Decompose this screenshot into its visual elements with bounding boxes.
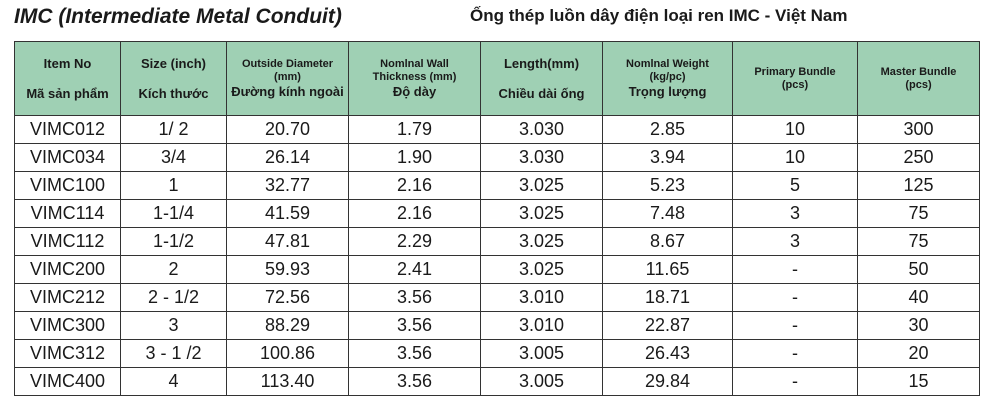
size-cell: 1-1/4 xyxy=(121,200,227,228)
size-cell: 1 xyxy=(121,172,227,200)
item-no-cell: VIMC200 xyxy=(15,256,121,284)
item-no-cell: VIMC300 xyxy=(15,312,121,340)
length-cell: 3.010 xyxy=(481,312,603,340)
col-master-bundle xyxy=(858,42,980,116)
table-row xyxy=(15,228,980,256)
weight-cell: 7.48 xyxy=(603,200,733,228)
length-cell: 3.025 xyxy=(481,228,603,256)
primary-bundle-cell: 10 xyxy=(733,116,858,144)
item-no-cell: VIMC400 xyxy=(15,368,121,396)
length-cell: 3.025 xyxy=(481,172,603,200)
table-row xyxy=(15,200,980,228)
primary-bundle-cell: 5 xyxy=(733,172,858,200)
weight-cell: 29.84 xyxy=(603,368,733,396)
weight-cell: 11.65 xyxy=(603,256,733,284)
item-no-cell: VIMC114 xyxy=(15,200,121,228)
col-label-en-line2: (pcs) xyxy=(905,78,932,91)
table-row xyxy=(15,312,980,340)
spec-table xyxy=(14,41,980,396)
wall-thickness-cell: 2.16 xyxy=(349,172,481,200)
primary-bundle-cell: 3 xyxy=(733,228,858,256)
table-row xyxy=(15,144,980,172)
outside-diameter-cell: 41.59 xyxy=(227,200,349,228)
length-cell: 3.005 xyxy=(481,340,603,368)
weight-cell: 26.43 xyxy=(603,340,733,368)
col-size xyxy=(121,42,227,116)
length-cell: 3.010 xyxy=(481,284,603,312)
size-cell: 3 xyxy=(121,312,227,340)
primary-bundle-cell: - xyxy=(733,340,858,368)
table-header xyxy=(15,42,980,116)
wall-thickness-cell: 2.29 xyxy=(349,228,481,256)
table-row xyxy=(15,116,980,144)
col-label-en-line2: Thickness (mm) xyxy=(372,70,457,83)
col-label-vi: Trọng lượng xyxy=(628,83,707,99)
col-label-en-line1: Master Bundle xyxy=(880,65,957,78)
size-cell: 1-1/2 xyxy=(121,228,227,256)
primary-bundle-cell: 3 xyxy=(733,200,858,228)
col-label-en-line2: (kg/pc) xyxy=(649,70,686,83)
outside-diameter-cell: 88.29 xyxy=(227,312,349,340)
item-no-cell: VIMC212 xyxy=(15,284,121,312)
wall-thickness-cell: 3.56 xyxy=(349,284,481,312)
master-bundle-cell: 15 xyxy=(858,368,980,396)
col-label-en-line1: Outside Diameter xyxy=(241,57,334,70)
col-wall-thickness xyxy=(349,42,481,116)
outside-diameter-cell: 47.81 xyxy=(227,228,349,256)
col-label-vi: Đường kính ngoài xyxy=(231,83,344,99)
length-cell: 3.030 xyxy=(481,144,603,172)
primary-bundle-cell: - xyxy=(733,284,858,312)
master-bundle-cell: 250 xyxy=(858,144,980,172)
col-label-en-line2: (pcs) xyxy=(781,78,809,91)
col-label-vi: Mã sản phẩm xyxy=(26,85,109,101)
weight-cell: 3.94 xyxy=(603,144,733,172)
item-no-cell: VIMC100 xyxy=(15,172,121,200)
col-label-en: Length(mm) xyxy=(503,55,580,71)
master-bundle-cell: 300 xyxy=(858,116,980,144)
outside-diameter-cell: 113.40 xyxy=(227,368,349,396)
col-label-en: Size (inch) xyxy=(140,55,206,71)
master-bundle-cell: 75 xyxy=(858,200,980,228)
length-cell: 3.025 xyxy=(481,200,603,228)
table-row xyxy=(15,256,980,284)
weight-cell: 22.87 xyxy=(603,312,733,340)
size-cell: 4 xyxy=(121,368,227,396)
outside-diameter-cell: 100.86 xyxy=(227,340,349,368)
weight-cell: 8.67 xyxy=(603,228,733,256)
primary-bundle-cell: - xyxy=(733,312,858,340)
page-subtitle: Ống thép luồn dây điện loại ren IMC - Việt Nam xyxy=(470,6,848,25)
primary-bundle-cell: - xyxy=(733,256,858,284)
col-label-vi: Độ dày xyxy=(392,83,437,99)
size-cell: 3 - 1 /2 xyxy=(121,340,227,368)
outside-diameter-cell: 72.56 xyxy=(227,284,349,312)
col-label-en-line1: Nomlnal Weight xyxy=(626,57,709,70)
weight-cell: 5.23 xyxy=(603,172,733,200)
primary-bundle-cell: - xyxy=(733,368,858,396)
col-primary-bundle xyxy=(733,42,858,116)
length-cell: 3.005 xyxy=(481,368,603,396)
col-label-vi: Chiều dài ống xyxy=(498,85,585,101)
size-cell: 1/ 2 xyxy=(121,116,227,144)
item-no-cell: VIMC034 xyxy=(15,144,121,172)
page-title: IMC (Intermediate Metal Conduit) xyxy=(14,5,342,28)
master-bundle-cell: 30 xyxy=(858,312,980,340)
col-label-vi: Kích thước xyxy=(138,85,209,101)
col-label-en: Item No xyxy=(43,55,92,71)
weight-cell: 18.71 xyxy=(603,284,733,312)
table-row xyxy=(15,340,980,368)
wall-thickness-cell: 3.56 xyxy=(349,340,481,368)
primary-bundle-cell: 10 xyxy=(733,144,858,172)
col-item-no xyxy=(15,42,121,116)
wall-thickness-cell: 1.79 xyxy=(349,116,481,144)
header-row xyxy=(15,42,980,116)
table-row xyxy=(15,284,980,312)
wall-thickness-cell: 1.90 xyxy=(349,144,481,172)
item-no-cell: VIMC112 xyxy=(15,228,121,256)
wall-thickness-cell: 2.41 xyxy=(349,256,481,284)
col-length xyxy=(481,42,603,116)
outside-diameter-cell: 20.70 xyxy=(227,116,349,144)
master-bundle-cell: 50 xyxy=(858,256,980,284)
wall-thickness-cell: 3.56 xyxy=(349,368,481,396)
col-label-en-line1: Nomlnal Wall xyxy=(380,57,449,70)
col-label-en-line1: Primary Bundle xyxy=(754,65,836,78)
outside-diameter-cell: 59.93 xyxy=(227,256,349,284)
length-cell: 3.030 xyxy=(481,116,603,144)
wall-thickness-cell: 2.16 xyxy=(349,200,481,228)
col-label-en-line2: (mm) xyxy=(274,70,301,83)
size-cell: 2 - 1/2 xyxy=(121,284,227,312)
master-bundle-cell: 75 xyxy=(858,228,980,256)
table-body xyxy=(15,116,980,396)
length-cell: 3.025 xyxy=(481,256,603,284)
col-outside-diameter xyxy=(227,42,349,116)
table-row xyxy=(15,368,980,396)
outside-diameter-cell: 26.14 xyxy=(227,144,349,172)
master-bundle-cell: 40 xyxy=(858,284,980,312)
weight-cell: 2.85 xyxy=(603,116,733,144)
size-cell: 3/4 xyxy=(121,144,227,172)
item-no-cell: VIMC012 xyxy=(15,116,121,144)
master-bundle-cell: 20 xyxy=(858,340,980,368)
col-weight xyxy=(603,42,733,116)
table-row xyxy=(15,172,980,200)
master-bundle-cell: 125 xyxy=(858,172,980,200)
size-cell: 2 xyxy=(121,256,227,284)
outside-diameter-cell: 32.77 xyxy=(227,172,349,200)
wall-thickness-cell: 3.56 xyxy=(349,312,481,340)
item-no-cell: VIMC312 xyxy=(15,340,121,368)
